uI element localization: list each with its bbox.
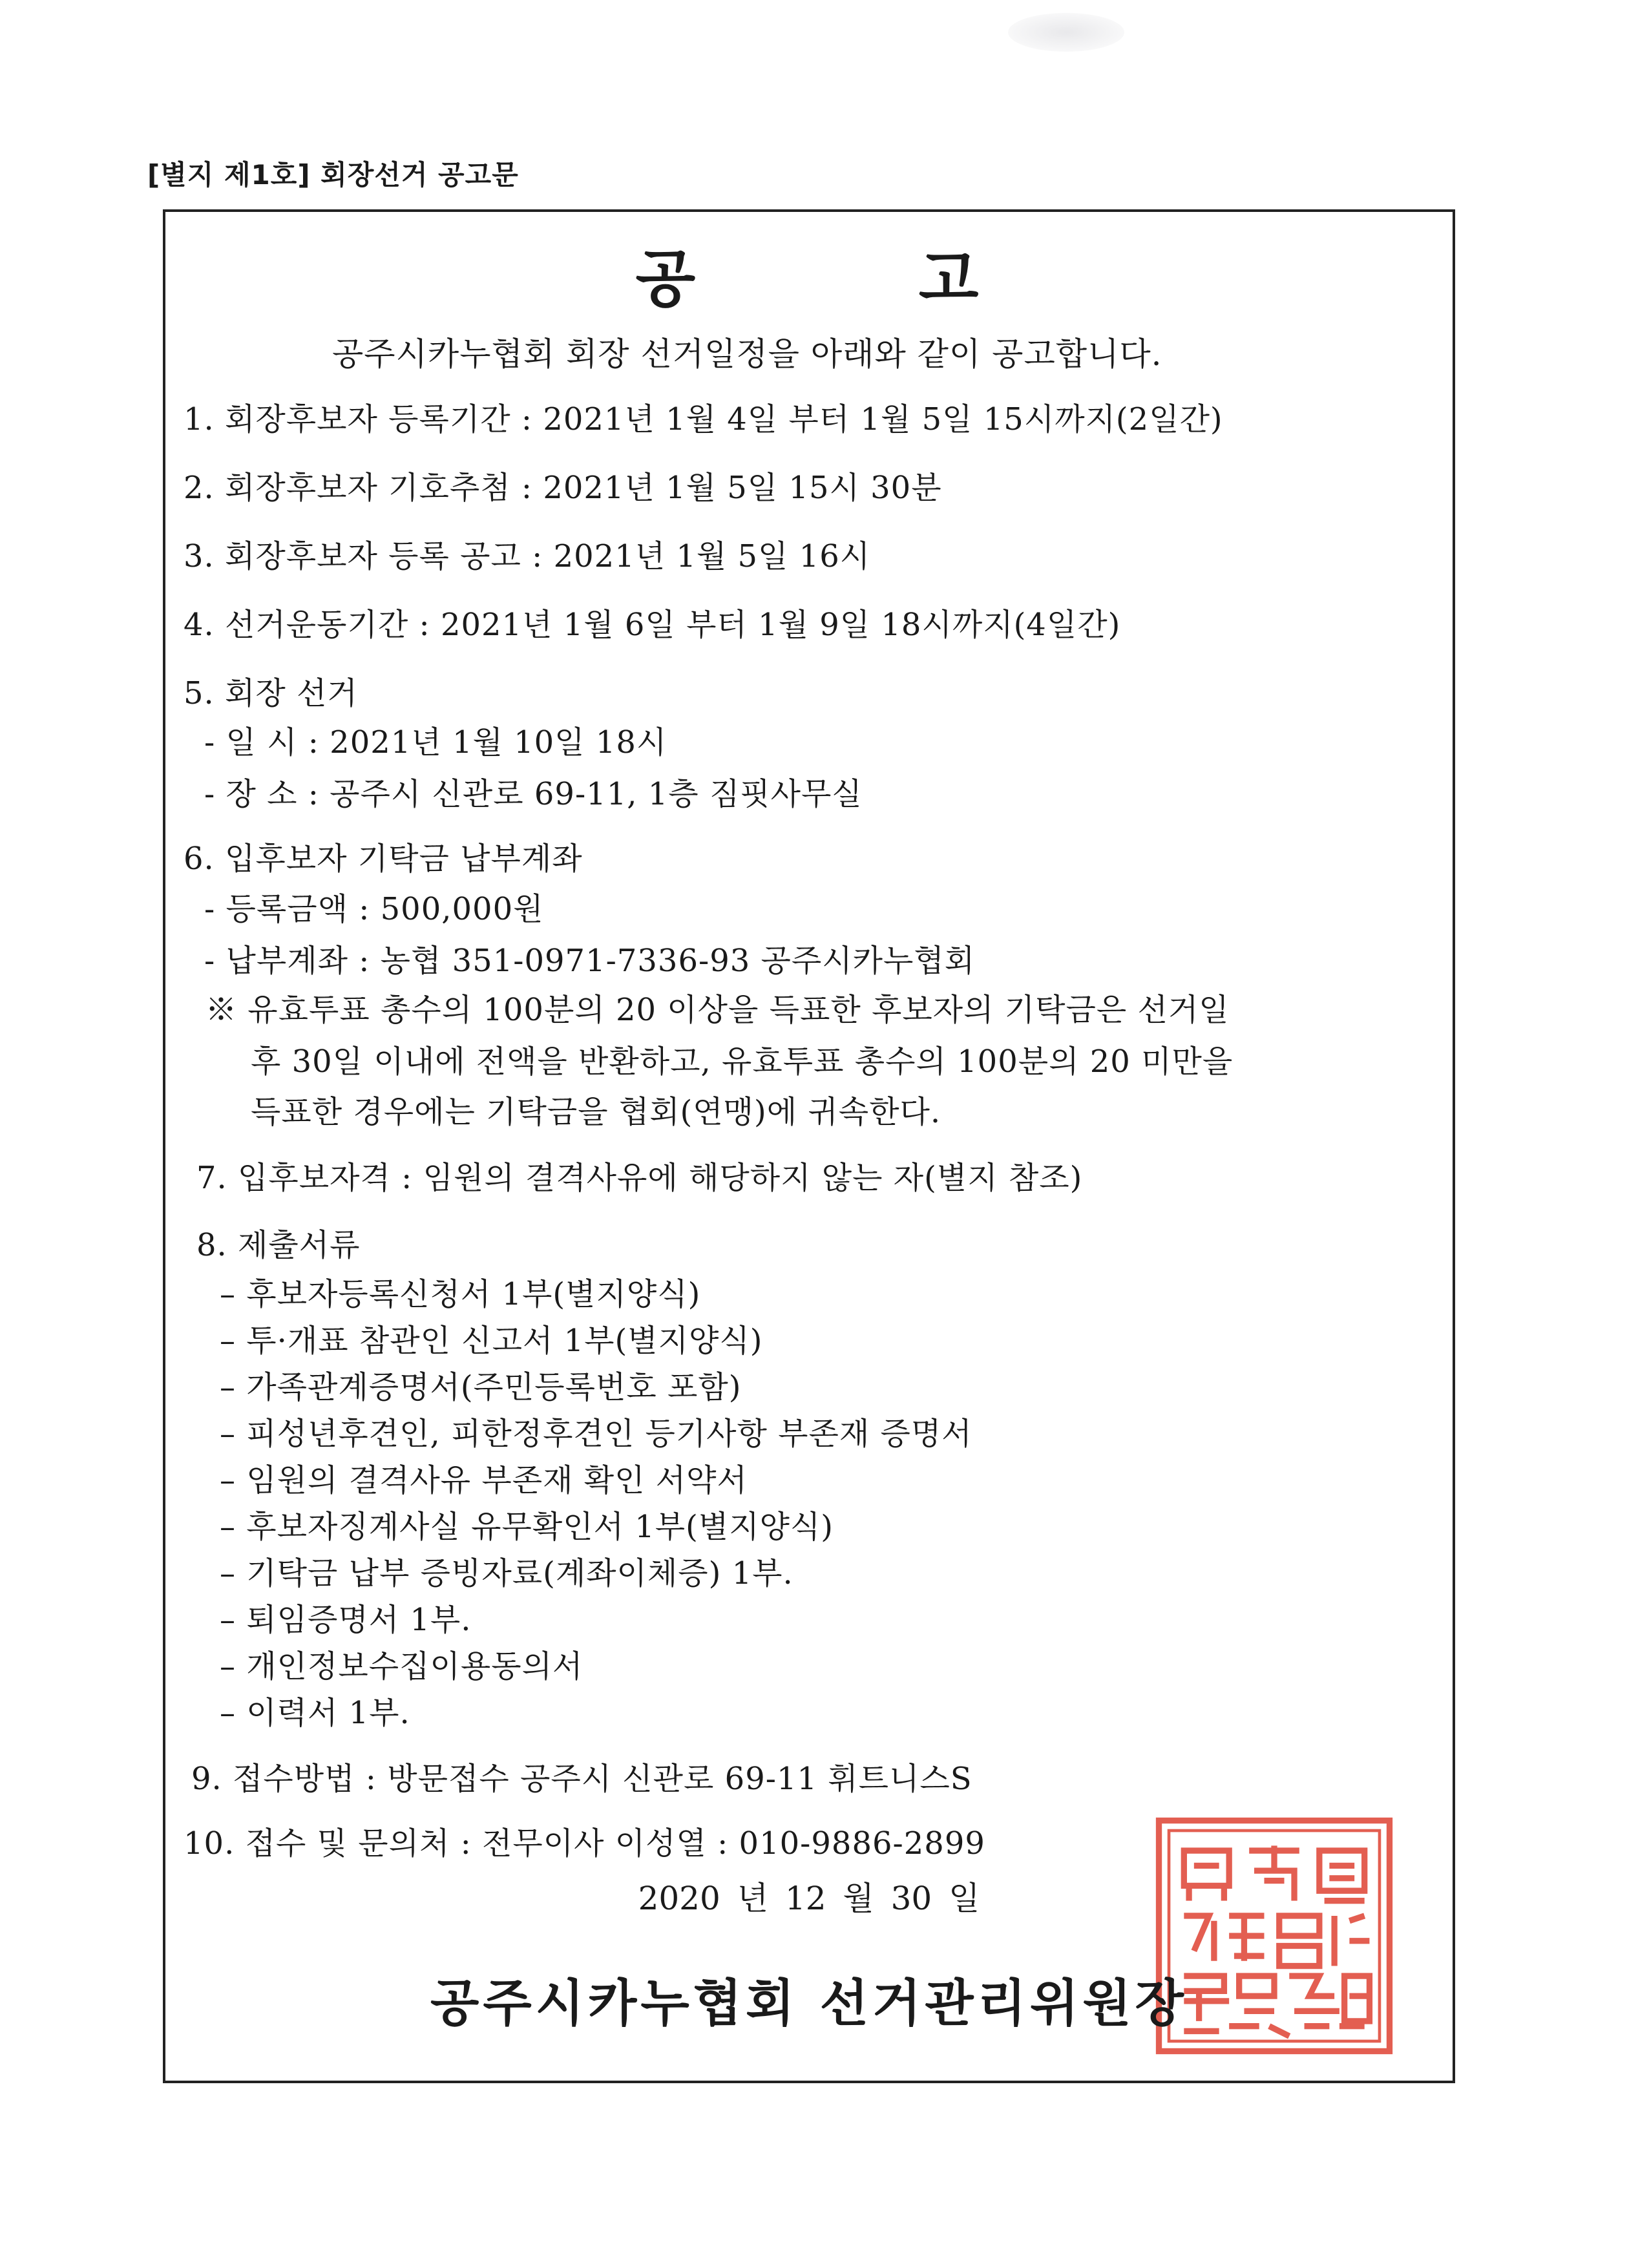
notice-title: 공 고: [635, 243, 983, 315]
notice-date: 2020 년 12 월 30 일: [638, 1880, 980, 1917]
item-6: 6. 입후보자 기탁금 납부계좌: [184, 841, 583, 877]
doc-item-10: – 이력서 1부.: [220, 1695, 410, 1731]
item-7: 7. 입후보자격 : 임원의 결격사유에 해당하지 않는 자(별지 참조): [196, 1160, 1083, 1196]
doc-item-9: – 개인정보수집이용동의서: [220, 1648, 583, 1685]
item-9: 9. 접수방법 : 방문접수 공주시 신관로 69-11 휘트니스S: [191, 1761, 972, 1797]
item-6-account: - 납부계좌 : 농협 351-0971-7336-93 공주시카누협회: [204, 943, 976, 979]
doc-item-1: – 후보자등록신청서 1부(별지양식): [220, 1276, 701, 1312]
doc-item-5: – 임원의 결격사유 부존재 확인 서약서: [220, 1462, 748, 1498]
signature-line: 공주시카누협회 선거관리위원장: [430, 1975, 1188, 2033]
item-3: 3. 회장후보자 등록 공고 : 2021년 1월 5일 16시: [184, 538, 871, 574]
item-6-amount: - 등록금액 : 500,000원: [204, 891, 544, 927]
attachment-label: [별지 제1호] 회장선거 공고문: [147, 159, 519, 191]
doc-item-7: – 기탁금 납부 증빙자료(계좌이체증) 1부.: [220, 1555, 793, 1591]
item-5-datetime: - 일 시 : 2021년 1월 10일 18시: [204, 724, 667, 761]
doc-item-6: – 후보자징계사실 유무확인서 1부(별지양식): [220, 1509, 834, 1545]
doc-item-4: – 피성년후견인, 피한정후견인 등기사항 부존재 증명서: [220, 1416, 972, 1452]
item-8: 8. 제출서류: [196, 1227, 361, 1263]
item-5: 5. 회장 선거: [184, 675, 358, 711]
doc-item-8: – 퇴임증명서 1부.: [220, 1602, 472, 1638]
deposit-note-line-1: ※ 유효투표 총수의 100분의 20 이상을 득표한 후보자의 기탁금은 선거일: [205, 992, 1230, 1028]
item-5-place: - 장 소 : 공주시 신관로 69-11, 1층 짐핏사무실: [204, 776, 863, 812]
item-10: 10. 접수 및 문의처 : 전무이사 이성열 : 010-9886-2899: [184, 1825, 985, 1862]
deposit-note-line-2: 후 30일 이내에 전액을 반환하고, 유효투표 총수의 100분의 20 미만을: [251, 1044, 1234, 1080]
doc-item-3: – 가족관계증명서(주민등록번호 포함): [220, 1369, 742, 1405]
notice-box: [163, 209, 1455, 2083]
item-4: 4. 선거운동기간 : 2021년 1월 6일 부터 1월 9일 18시까지(4일간): [184, 607, 1121, 643]
item-2: 2. 회장후보자 기호추첨 : 2021년 1월 5일 15시 30분: [184, 470, 942, 506]
intro-text: 공주시카누협회 회장 선거일정을 아래와 같이 공고합니다.: [332, 335, 1162, 373]
doc-item-2: – 투·개표 참관인 신고서 1부(별지양식): [220, 1323, 763, 1359]
item-1: 1. 회장후보자 등록기간 : 2021년 1월 4일 부터 1월 5일 15시까지(2일간): [184, 401, 1223, 437]
scan-artifact: [1008, 13, 1124, 52]
deposit-note-line-3: 득표한 경우에는 기탁금을 협회(연맹)에 귀속한다.: [251, 1094, 941, 1130]
